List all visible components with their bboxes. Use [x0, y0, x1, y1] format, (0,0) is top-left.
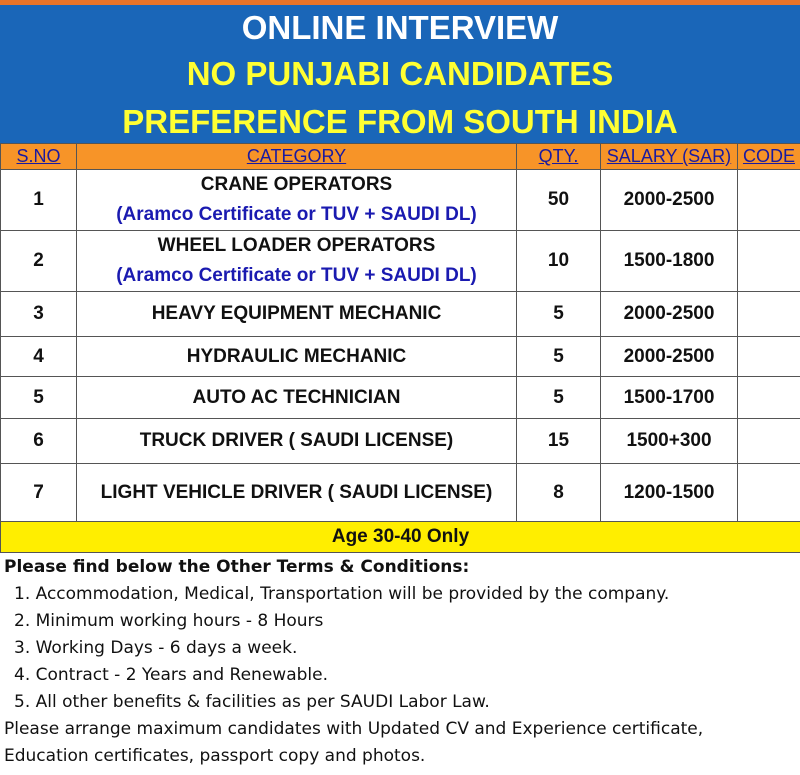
row-sno: 4 [1, 337, 77, 377]
row-qty: 5 [517, 377, 601, 419]
row-salary: 2000-2500 [601, 292, 738, 337]
table-row [1, 292, 800, 337]
jobs-table [0, 143, 800, 553]
row-salary: 1500-1800 [601, 231, 738, 292]
row-category: AUTO AC TECHNICIAN [77, 377, 517, 419]
table-row [1, 170, 800, 231]
row-category [77, 170, 517, 231]
category-note: (Aramco Certificate or TUV + SAUDI DL) [116, 204, 477, 225]
category-note: (Aramco Certificate or TUV + SAUDI DL) [116, 265, 477, 286]
col-header-sno: S.NO [1, 144, 77, 170]
table-row [1, 419, 800, 464]
row-code [738, 337, 800, 377]
row-sno: 3 [1, 292, 77, 337]
row-salary: 1500-1700 [601, 377, 738, 419]
terms-item: 2. Minimum working hours - 8 Hours [14, 611, 324, 631]
row-sno: 5 [1, 377, 77, 419]
row-salary: 2000-2500 [601, 337, 738, 377]
row-qty: 15 [517, 419, 601, 464]
col-header-salary: SALARY (SAR) [601, 144, 738, 170]
row-salary: 1200-1500 [601, 464, 738, 522]
row-salary: 1500+300 [601, 419, 738, 464]
row-category: LIGHT VEHICLE DRIVER ( SAUDI LICENSE) [77, 464, 517, 522]
category-title: CRANE OPERATORS [200, 174, 393, 195]
terms-item: 1. Accommodation, Medical, Transportation will be provided by the company. [14, 584, 670, 604]
terms-title: Please find below the Other Terms & Conditions: [4, 557, 470, 577]
header-no-punjabi: NO PUNJABI CANDIDATES [186, 55, 614, 92]
header-south-india: PREFERENCE FROM SOUTH INDIA [122, 103, 678, 140]
row-category: HYDRAULIC MECHANIC [77, 337, 517, 377]
terms-item: 4. Contract - 2 Years and Renewable. [14, 665, 328, 685]
row-sno: 7 [1, 464, 77, 522]
row-code [738, 292, 800, 337]
row-code [738, 231, 800, 292]
col-header-category: CATEGORY [77, 144, 517, 170]
category-title: WHEEL LOADER OPERATORS [157, 235, 436, 256]
closing-line-2: Education certificates, passport copy and photos. [4, 746, 426, 766]
row-category: HEAVY EQUIPMENT MECHANIC [77, 292, 517, 337]
table-row [1, 337, 800, 377]
col-header-qty: QTY. [517, 144, 601, 170]
row-code [738, 377, 800, 419]
terms-item: 5. All other benefits & facilities as per SAUDI Labor Law. [14, 692, 490, 712]
row-code [738, 419, 800, 464]
row-category [77, 231, 517, 292]
table-row [1, 231, 800, 292]
row-qty: 5 [517, 337, 601, 377]
row-salary: 2000-2500 [601, 170, 738, 231]
col-header-code: CODE [738, 144, 800, 170]
terms-item: 3. Working Days - 6 days a week. [14, 638, 298, 658]
row-code [738, 170, 800, 231]
table-row [1, 464, 800, 522]
terms-section [4, 554, 796, 770]
row-qty: 50 [517, 170, 601, 231]
age-row [1, 522, 800, 553]
table-header-row [1, 144, 800, 170]
row-qty: 5 [517, 292, 601, 337]
header-online-interview: ONLINE INTERVIEW [241, 9, 559, 46]
row-code [738, 464, 800, 522]
closing-line-1: Please arrange maximum candidates with Updated CV and Experience certificate, [4, 719, 704, 739]
age-note: Age 30-40 Only [1, 522, 800, 553]
advert-header [0, 5, 800, 143]
row-qty: 8 [517, 464, 601, 522]
row-qty: 10 [517, 231, 601, 292]
table-row [1, 377, 800, 419]
row-sno: 1 [1, 170, 77, 231]
row-sno: 6 [1, 419, 77, 464]
row-category: TRUCK DRIVER ( SAUDI LICENSE) [77, 419, 517, 464]
row-sno: 2 [1, 231, 77, 292]
